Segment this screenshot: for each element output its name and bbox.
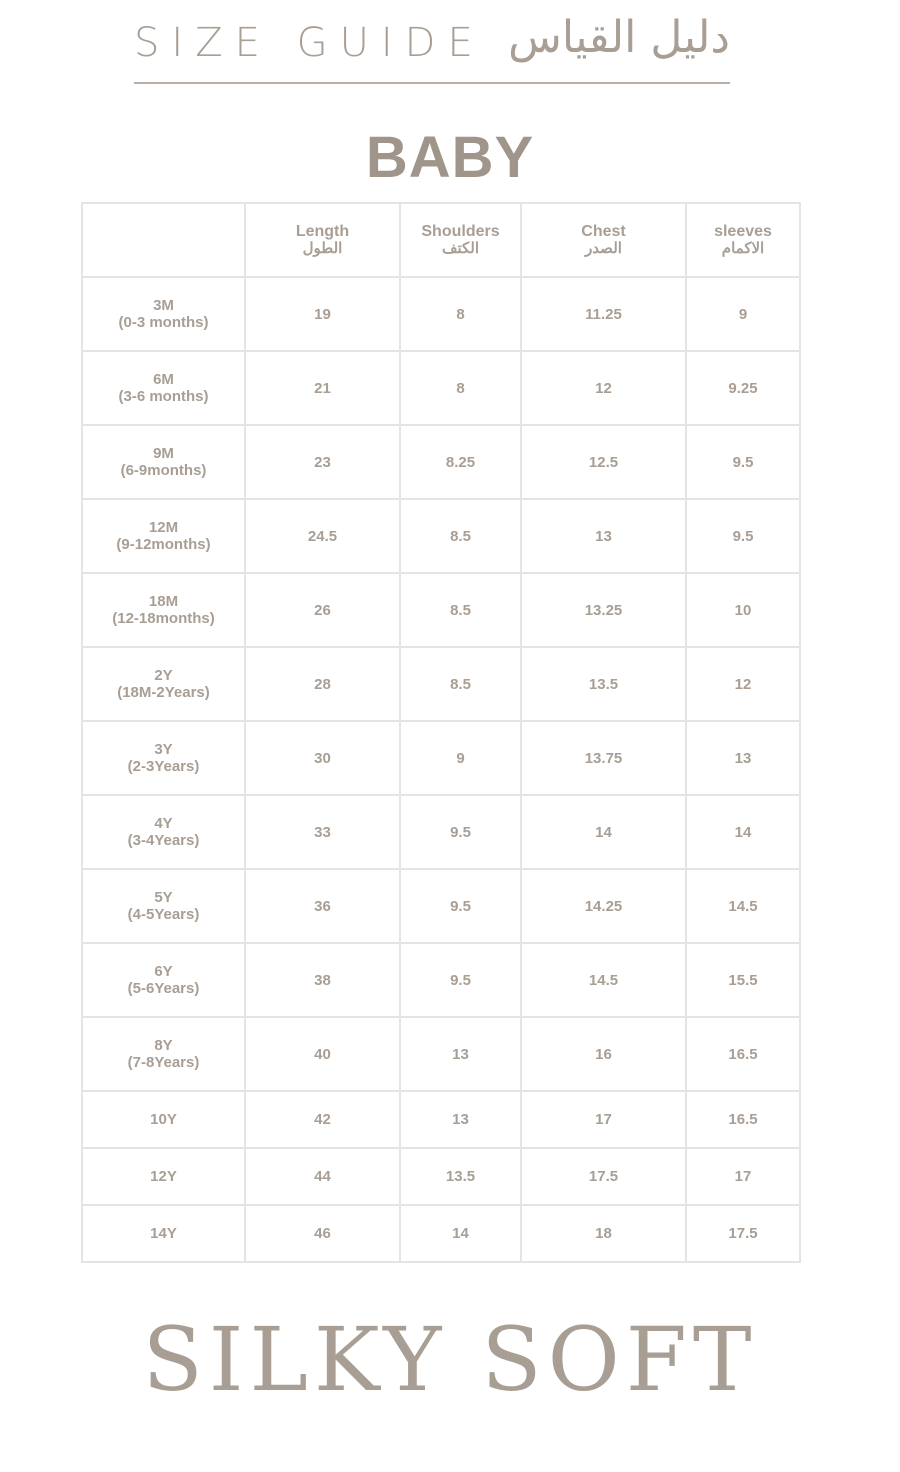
column-header-shoulders <box>400 203 521 277</box>
table-row <box>82 1148 800 1205</box>
table-row <box>82 795 800 869</box>
sleeves-cell: 14.5 <box>686 869 800 943</box>
length-cell: 23 <box>245 425 400 499</box>
table-row <box>82 1091 800 1148</box>
size-label: 18M <box>148 593 179 610</box>
column-header-sleeves <box>686 203 800 277</box>
shoulders-cell: 8.5 <box>400 499 521 573</box>
size-age-range: (3-6 months) <box>118 388 209 405</box>
size-age-range: (7-8Years) <box>127 1054 200 1071</box>
size-label: 12M <box>148 519 179 536</box>
length-cell: 36 <box>245 869 400 943</box>
size-label-cell <box>82 721 245 795</box>
table-row <box>82 869 800 943</box>
table-row <box>82 277 800 351</box>
shoulders-cell: 8.25 <box>400 425 521 499</box>
length-cell: 30 <box>245 721 400 795</box>
chest-cell: 14.5 <box>521 943 686 1017</box>
size-label: 2Y <box>154 667 173 684</box>
size-age-range: (4-5Years) <box>127 906 200 923</box>
table-row <box>82 425 800 499</box>
size-age-range: (12-18months) <box>112 610 215 627</box>
size-table <box>81 202 801 1263</box>
sleeves-cell: 10 <box>686 573 800 647</box>
size-label: 6M <box>153 371 174 388</box>
shoulders-cell: 13.5 <box>400 1148 521 1205</box>
size-label: 8Y <box>154 1037 173 1054</box>
shoulders-cell: 9.5 <box>400 869 521 943</box>
size-label-cell <box>82 1205 245 1262</box>
sleeves-cell: 12 <box>686 647 800 721</box>
size-label: 4Y <box>154 815 173 832</box>
table-header-row <box>82 203 800 277</box>
table-row <box>82 1017 800 1091</box>
table-row <box>82 1205 800 1262</box>
length-cell: 42 <box>245 1091 400 1148</box>
column-header-ar: الاكمام <box>721 240 765 257</box>
chest-cell: 13.5 <box>521 647 686 721</box>
length-cell: 21 <box>245 351 400 425</box>
table-row <box>82 499 800 573</box>
size-age-range: (0-3 months) <box>118 314 209 331</box>
column-header-en: Shoulders <box>421 223 500 240</box>
shoulders-cell: 9.5 <box>400 795 521 869</box>
page-title: BABY <box>365 125 535 190</box>
chest-cell: 12.5 <box>521 425 686 499</box>
shoulders-cell: 8 <box>400 277 521 351</box>
size-label: 3Y <box>154 741 173 758</box>
length-cell: 44 <box>245 1148 400 1205</box>
table-corner-cell <box>82 203 245 277</box>
size-label: 3M <box>153 297 174 314</box>
sleeves-cell: 9.5 <box>686 425 800 499</box>
chest-cell: 13.25 <box>521 573 686 647</box>
size-label-cell <box>82 277 245 351</box>
shoulders-cell: 8.5 <box>400 573 521 647</box>
size-age-range: (3-4Years) <box>127 832 200 849</box>
size-label-cell <box>82 1091 245 1148</box>
size-label: 14Y <box>150 1225 177 1242</box>
chest-cell: 14.25 <box>521 869 686 943</box>
size-label-cell <box>82 573 245 647</box>
size-label: 12Y <box>150 1168 177 1185</box>
chest-cell: 18 <box>521 1205 686 1262</box>
size-label: 6Y <box>154 963 173 980</box>
size-age-range: (9-12months) <box>116 536 211 553</box>
shoulders-cell: 13 <box>400 1017 521 1091</box>
chest-cell: 14 <box>521 795 686 869</box>
length-cell: 19 <box>245 277 400 351</box>
size-label-cell <box>82 425 245 499</box>
size-age-range: (5-6Years) <box>127 980 200 997</box>
brand-logo: SILKY SOFT <box>142 1308 758 1411</box>
table-body <box>82 277 800 1262</box>
size-label-cell <box>82 1017 245 1091</box>
size-label: 9M <box>153 445 174 462</box>
size-age-range: (6-9months) <box>120 462 207 479</box>
column-header-en: Length <box>295 223 350 240</box>
sleeves-cell: 15.5 <box>686 943 800 1017</box>
sleeves-cell: 17.5 <box>686 1205 800 1262</box>
size-label-cell <box>82 869 245 943</box>
size-label: 10Y <box>150 1111 177 1128</box>
column-header-ar: الصدر <box>585 240 622 257</box>
table-row <box>82 721 800 795</box>
shoulders-cell: 13 <box>400 1091 521 1148</box>
size-label-cell <box>82 351 245 425</box>
size-label-cell <box>82 1148 245 1205</box>
chest-cell: 17 <box>521 1091 686 1148</box>
size-age-range: (18M-2Years) <box>117 684 210 701</box>
column-header-ar: الكتف <box>441 240 480 257</box>
size-label-cell <box>82 647 245 721</box>
column-header-ar: الطول <box>302 240 343 257</box>
length-cell: 28 <box>245 647 400 721</box>
sleeves-cell: 14 <box>686 795 800 869</box>
column-header-en: sleeves <box>714 223 772 240</box>
size-guide-title-ar: دليل القياس <box>508 12 730 63</box>
chest-cell: 16 <box>521 1017 686 1091</box>
sleeves-cell: 13 <box>686 721 800 795</box>
column-header-chest <box>521 203 686 277</box>
chest-cell: 13 <box>521 499 686 573</box>
sleeves-cell: 9.5 <box>686 499 800 573</box>
size-guide-title-en: SIZE GUIDE <box>134 20 485 66</box>
length-cell: 40 <box>245 1017 400 1091</box>
shoulders-cell: 8 <box>400 351 521 425</box>
shoulders-cell: 8.5 <box>400 647 521 721</box>
length-cell: 46 <box>245 1205 400 1262</box>
sleeves-cell: 9 <box>686 277 800 351</box>
chest-cell: 17.5 <box>521 1148 686 1205</box>
shoulders-cell: 9 <box>400 721 521 795</box>
size-age-range: (2-3Years) <box>127 758 200 775</box>
shoulders-cell: 14 <box>400 1205 521 1262</box>
size-label-cell <box>82 795 245 869</box>
chest-cell: 12 <box>521 351 686 425</box>
sleeves-cell: 17 <box>686 1148 800 1205</box>
size-label-cell <box>82 943 245 1017</box>
sleeves-cell: 16.5 <box>686 1091 800 1148</box>
sleeves-cell: 16.5 <box>686 1017 800 1091</box>
table-row <box>82 943 800 1017</box>
header <box>134 12 730 84</box>
size-label-cell <box>82 499 245 573</box>
length-cell: 26 <box>245 573 400 647</box>
length-cell: 38 <box>245 943 400 1017</box>
table-row <box>82 573 800 647</box>
chest-cell: 13.75 <box>521 721 686 795</box>
size-label: 5Y <box>154 889 173 906</box>
column-header-en: Chest <box>581 223 626 240</box>
length-cell: 24.5 <box>245 499 400 573</box>
chest-cell: 11.25 <box>521 277 686 351</box>
column-header-length <box>245 203 400 277</box>
length-cell: 33 <box>245 795 400 869</box>
table-row <box>82 647 800 721</box>
table-row <box>82 351 800 425</box>
sleeves-cell: 9.25 <box>686 351 800 425</box>
header-divider <box>134 82 730 84</box>
shoulders-cell: 9.5 <box>400 943 521 1017</box>
